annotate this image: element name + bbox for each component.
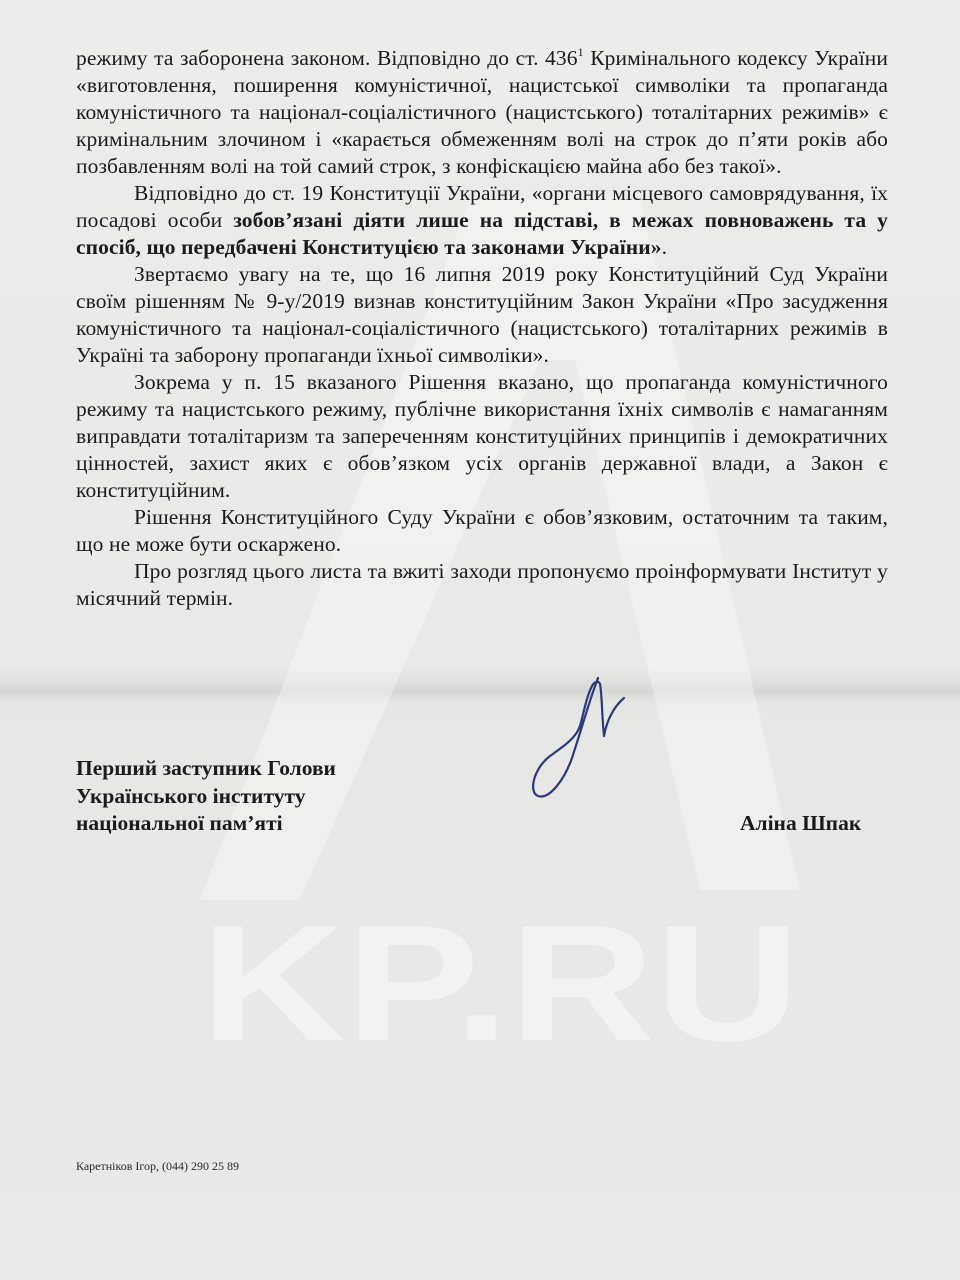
paragraph-constitution: Відповідно до ст. 19 Конституції України, «органи місцевого самоврядування, їх посадові особи зобов’язані діяти лише на підставі, в межах повноважень та у спосіб, що передбачені Конституцією та законами України». — [76, 181, 888, 259]
executor-contact: Каретніков Ігор, (044) 290 25 89 — [76, 1159, 239, 1173]
handwritten-signature — [520, 668, 660, 808]
paragraph-court-decision: Звертаємо увагу на те, що 16 липня 2019 року Конституційний Суд України своїм рішенням № 9-у/2019 визнав конституційним Закон України «Про засудження комуністичного та націонал-соціалістичного (нацистського) тоталітарних режимів в Україні та заборону пропаганди їхньої символіки». — [76, 262, 888, 367]
paragraph-decision-point-15: Зокрема у п. 15 вказаного Рішення вказано, що пропаганда комуністичного режиму та нацистського режиму, публічне використання їхніх символів є намаганням виправдати тоталітаризм та запереченням конституційних принципів і демократичних цінностей, захист яких є обов’язком усіх органів державної влади, а Закон є конституційним. — [76, 370, 888, 502]
signatory-line-1: Перший заступник Голови — [76, 756, 336, 780]
paper-fold — [0, 680, 960, 702]
signature-stroke — [533, 678, 624, 796]
signatory-line-2: Українського інституту — [76, 783, 306, 808]
paragraph-criminal-code: режиму та заборонена законом. Відповідно до ст. $436^1$ Кримінального кодексу України «виготовлення, поширення комуністичної, нацистської символіки та пропаганда комуністичного та націонал-соціалістичного (нацистського) тоталітарних режимів» є кримінальним злочином і «карається обмеженням волі на строк до п’яти років або позбавленням волі на той самий строк, з конфіскацією майна або без такої». — [76, 45, 889, 178]
watermark-text: KP.RU — [200, 891, 800, 1075]
signatory-name: Аліна Шпак — [740, 811, 862, 835]
signatory-line-3: національної пам’яті — [76, 811, 283, 835]
signatory-position — [76, 755, 336, 838]
paragraph-request: Про розгляд цього листа та вжиті заходи пропонуємо проінформувати Інститут у місячний термін. — [76, 559, 888, 610]
letter-body — [76, 45, 888, 612]
paragraph-decision-binding: Рішення Конституційного Суду України є обов’язковим, остаточним та таким, що не може бути оскаржено. — [76, 505, 888, 556]
